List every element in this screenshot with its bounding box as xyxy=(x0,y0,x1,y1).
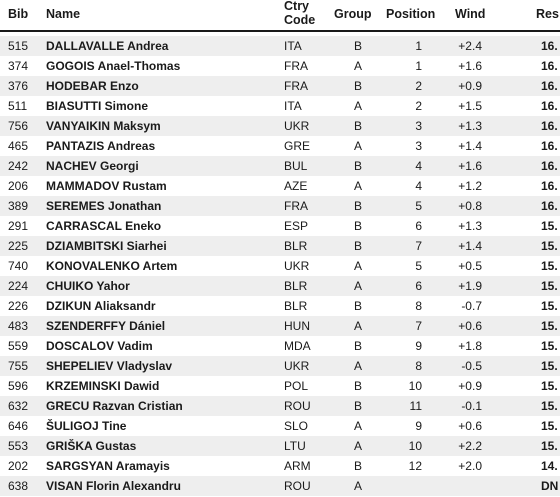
wind-cell: +1.5 xyxy=(458,99,482,113)
country-code: SLO xyxy=(284,419,309,433)
group-cell: B xyxy=(353,39,362,53)
table-row xyxy=(0,436,560,456)
athlete-name: GRECU Razvan Cristian xyxy=(46,399,183,413)
result-cell: 14. xyxy=(541,459,558,473)
country-code: ROU xyxy=(284,399,311,413)
country-code: BUL xyxy=(284,159,308,173)
wind-cell: +2.0 xyxy=(458,459,482,473)
result-cell: 16. xyxy=(541,199,558,213)
bib-cell: 596 xyxy=(8,379,29,393)
group-cell: A xyxy=(353,359,362,373)
wind-cell: +0.9 xyxy=(458,79,482,93)
wind-cell: +1.3 xyxy=(458,119,482,133)
table-row xyxy=(0,456,560,476)
group-cell: B xyxy=(353,459,362,473)
bib-cell: 515 xyxy=(8,39,29,53)
bib-cell: 374 xyxy=(8,59,29,73)
position-cell: 10 xyxy=(408,379,422,393)
athlete-name: HODEBAR Enzo xyxy=(46,79,139,93)
athlete-name: CHUIKO Yahor xyxy=(46,279,130,293)
country-code: MDA xyxy=(284,339,311,353)
athlete-name: VISAN Florin Alexandru xyxy=(46,479,181,493)
position-cell: 10 xyxy=(408,439,422,453)
position-cell: 7 xyxy=(415,239,422,253)
group-cell: A xyxy=(353,59,362,73)
result-cell: 15. xyxy=(541,319,558,333)
wind-cell: +1.4 xyxy=(458,139,482,153)
position-cell: 9 xyxy=(415,339,422,353)
table-row xyxy=(0,416,560,436)
bib-cell: 206 xyxy=(8,179,29,193)
wind-cell: +0.9 xyxy=(458,379,482,393)
position-cell: 4 xyxy=(415,159,422,173)
wind-cell: +1.2 xyxy=(458,179,482,193)
bib-cell: 646 xyxy=(8,419,29,433)
bib-cell: 226 xyxy=(8,299,29,313)
position-cell: 8 xyxy=(415,359,422,373)
wind-cell: +2.4 xyxy=(458,39,482,53)
country-code: POL xyxy=(284,379,309,393)
country-code: HUN xyxy=(284,319,310,333)
group-cell: B xyxy=(353,239,362,253)
country-code: ROU xyxy=(284,479,311,493)
table-row xyxy=(0,336,560,356)
table-row xyxy=(0,216,560,236)
table-row xyxy=(0,196,560,216)
athlete-name: ŠULIGOJ Tine xyxy=(46,419,127,433)
wind-cell: +1.3 xyxy=(458,219,482,233)
table-row xyxy=(0,316,560,336)
wind-cell: +0.5 xyxy=(458,259,482,273)
bib-cell: 483 xyxy=(8,319,29,333)
header-position: Position xyxy=(386,7,436,21)
table-row xyxy=(0,476,560,496)
bib-cell: 202 xyxy=(8,459,29,473)
athlete-name: SARGSYAN Aramayis xyxy=(46,459,170,473)
group-cell: B xyxy=(353,199,362,213)
athlete-name: PANTAZIS Andreas xyxy=(46,139,156,153)
group-cell: A xyxy=(353,179,362,193)
bib-cell: 511 xyxy=(8,99,28,113)
country-code: UKR xyxy=(284,259,310,273)
result-cell: DN xyxy=(541,479,559,493)
header-wind: Wind xyxy=(455,7,486,21)
table-row xyxy=(0,276,560,296)
table-row xyxy=(0,256,560,276)
table-row xyxy=(0,96,560,116)
group-cell: A xyxy=(353,99,362,113)
wind-cell: +0.6 xyxy=(458,319,482,333)
athlete-name: CARRASCAL Eneko xyxy=(46,219,162,233)
group-cell: B xyxy=(353,299,362,313)
athlete-name: DZIKUN Aliaksandr xyxy=(46,299,156,313)
result-cell: 15. xyxy=(541,239,558,253)
position-cell: 12 xyxy=(408,459,422,473)
wind-cell: +1.4 xyxy=(458,239,482,253)
athlete-name: DZIAMBITSKI Siarhei xyxy=(46,239,167,253)
result-cell: 15. xyxy=(541,339,558,353)
position-cell: 1 xyxy=(415,39,422,53)
wind-cell: +0.6 xyxy=(458,419,482,433)
bib-cell: 376 xyxy=(8,79,29,93)
athlete-name: VANYAIKIN Maksym xyxy=(46,119,161,133)
position-cell: 7 xyxy=(415,319,422,333)
group-cell: B xyxy=(353,79,362,93)
wind-cell: +1.6 xyxy=(458,159,482,173)
table-row xyxy=(0,356,560,376)
position-cell: 6 xyxy=(415,279,422,293)
table-header xyxy=(0,0,560,32)
bib-cell: 559 xyxy=(8,339,29,353)
country-code: ITA xyxy=(284,99,302,113)
wind-cell: +1.6 xyxy=(458,59,482,73)
group-cell: A xyxy=(353,419,362,433)
country-code: ITA xyxy=(284,39,302,53)
table-row xyxy=(0,76,560,96)
table-row xyxy=(0,156,560,176)
wind-cell: +1.8 xyxy=(458,339,482,353)
country-code: UKR xyxy=(284,359,310,373)
country-code: UKR xyxy=(284,119,310,133)
country-code: FRA xyxy=(284,79,308,93)
bib-cell: 291 xyxy=(8,219,29,233)
country-code: FRA xyxy=(284,199,308,213)
country-code: BLR xyxy=(284,299,308,313)
group-cell: A xyxy=(353,259,362,273)
position-cell: 4 xyxy=(415,179,422,193)
table-row xyxy=(0,56,560,76)
group-cell: B xyxy=(353,219,362,233)
table-row xyxy=(0,236,560,256)
table-body xyxy=(0,36,560,496)
country-code: AZE xyxy=(284,179,308,193)
wind-cell: +0.8 xyxy=(458,199,482,213)
table-row xyxy=(0,36,560,56)
bib-cell: 740 xyxy=(8,259,29,273)
position-cell: 2 xyxy=(415,79,422,93)
position-cell: 1 xyxy=(415,59,422,73)
group-cell: A xyxy=(353,319,362,333)
athlete-name: DOSCALOV Vadim xyxy=(46,339,153,353)
athlete-name: SZENDERFFY Dániel xyxy=(46,319,166,333)
wind-cell: -0.7 xyxy=(461,299,482,313)
position-cell: 5 xyxy=(415,199,422,213)
group-cell: B xyxy=(353,399,362,413)
group-cell: B xyxy=(353,159,362,173)
athlete-name: DALLAVALLE Andrea xyxy=(46,39,169,53)
table-row xyxy=(0,136,560,156)
bib-cell: 755 xyxy=(8,359,29,373)
result-cell: 15. xyxy=(541,279,558,293)
wind-cell: +2.2 xyxy=(458,439,482,453)
athlete-name: GRIŠKA Gustas xyxy=(46,439,137,453)
country-code: ARM xyxy=(284,459,311,473)
athlete-name: SEREMES Jonathan xyxy=(46,199,162,213)
bib-cell: 224 xyxy=(8,279,29,293)
athlete-name: MAMMADOV Rustam xyxy=(46,179,167,193)
group-cell: B xyxy=(353,339,362,353)
group-cell: A xyxy=(353,479,362,493)
table-row xyxy=(0,176,560,196)
position-cell: 5 xyxy=(415,259,422,273)
position-cell: 3 xyxy=(415,119,422,133)
result-cell: 16. xyxy=(541,119,558,133)
athlete-name: GOGOIS Anael-Thomas xyxy=(46,59,181,73)
country-code: BLR xyxy=(284,239,308,253)
result-cell: 16. xyxy=(541,59,558,73)
country-code: GRE xyxy=(284,139,311,153)
result-cell: 15. xyxy=(541,419,558,433)
table-row xyxy=(0,376,560,396)
bib-cell: 638 xyxy=(8,479,29,493)
bib-cell: 632 xyxy=(8,399,29,413)
result-cell: 16. xyxy=(541,139,558,153)
table-row xyxy=(0,116,560,136)
wind-cell xyxy=(430,476,482,496)
result-cell: 15. xyxy=(541,359,558,373)
position-cell xyxy=(392,476,422,496)
bib-cell: 242 xyxy=(8,159,29,173)
bib-cell: 389 xyxy=(8,199,29,213)
header-name: Name xyxy=(46,7,81,21)
group-cell: B xyxy=(353,379,362,393)
group-cell: A xyxy=(353,139,362,153)
country-code: ESP xyxy=(284,219,309,233)
group-cell: A xyxy=(353,279,362,293)
result-cell: 16. xyxy=(541,99,558,113)
result-cell: 16. xyxy=(541,79,558,93)
result-cell: 16. xyxy=(541,179,558,193)
position-cell: 6 xyxy=(415,219,422,233)
table-row xyxy=(0,296,560,316)
result-cell: 15. xyxy=(541,439,558,453)
group-cell: B xyxy=(353,119,362,133)
bib-cell: 553 xyxy=(8,439,29,453)
position-cell: 3 xyxy=(415,139,422,153)
country-code: LTU xyxy=(284,439,306,453)
athlete-name: NACHEV Georgi xyxy=(46,159,139,173)
result-cell: 15. xyxy=(541,399,558,413)
country-code: BLR xyxy=(284,279,308,293)
athlete-name: BIASUTTI Simone xyxy=(46,99,149,113)
position-cell: 9 xyxy=(415,419,422,433)
result-cell: 16. xyxy=(541,39,558,53)
wind-cell: -0.5 xyxy=(461,359,482,373)
position-cell: 2 xyxy=(415,99,422,113)
group-cell: A xyxy=(353,439,362,453)
header-ctry-code-line1: Ctry xyxy=(284,0,310,13)
result-cell: 15. xyxy=(541,379,558,393)
bib-cell: 465 xyxy=(8,139,29,153)
wind-cell: -0.1 xyxy=(461,399,482,413)
result-cell: 15. xyxy=(541,299,558,313)
athlete-name: KRZEMINSKI Dawid xyxy=(46,379,160,393)
table-row xyxy=(0,396,560,416)
country-code: FRA xyxy=(284,59,308,73)
header-group: Group xyxy=(334,7,372,21)
result-cell: 15. xyxy=(541,259,558,273)
position-cell: 11 xyxy=(409,399,422,413)
result-cell: 15. xyxy=(541,219,558,233)
wind-cell: +1.9 xyxy=(458,279,482,293)
header-ctry-code-line2: Code xyxy=(284,13,316,27)
athlete-name: SHEPELIEV Vladyslav xyxy=(46,359,173,373)
header-bib: Bib xyxy=(8,7,29,21)
result-cell: 16. xyxy=(541,159,558,173)
athlete-name: KONOVALENKO Artem xyxy=(46,259,178,273)
bib-cell: 756 xyxy=(8,119,29,133)
position-cell: 8 xyxy=(415,299,422,313)
header-result: Res xyxy=(536,7,559,21)
bib-cell: 225 xyxy=(8,239,29,253)
